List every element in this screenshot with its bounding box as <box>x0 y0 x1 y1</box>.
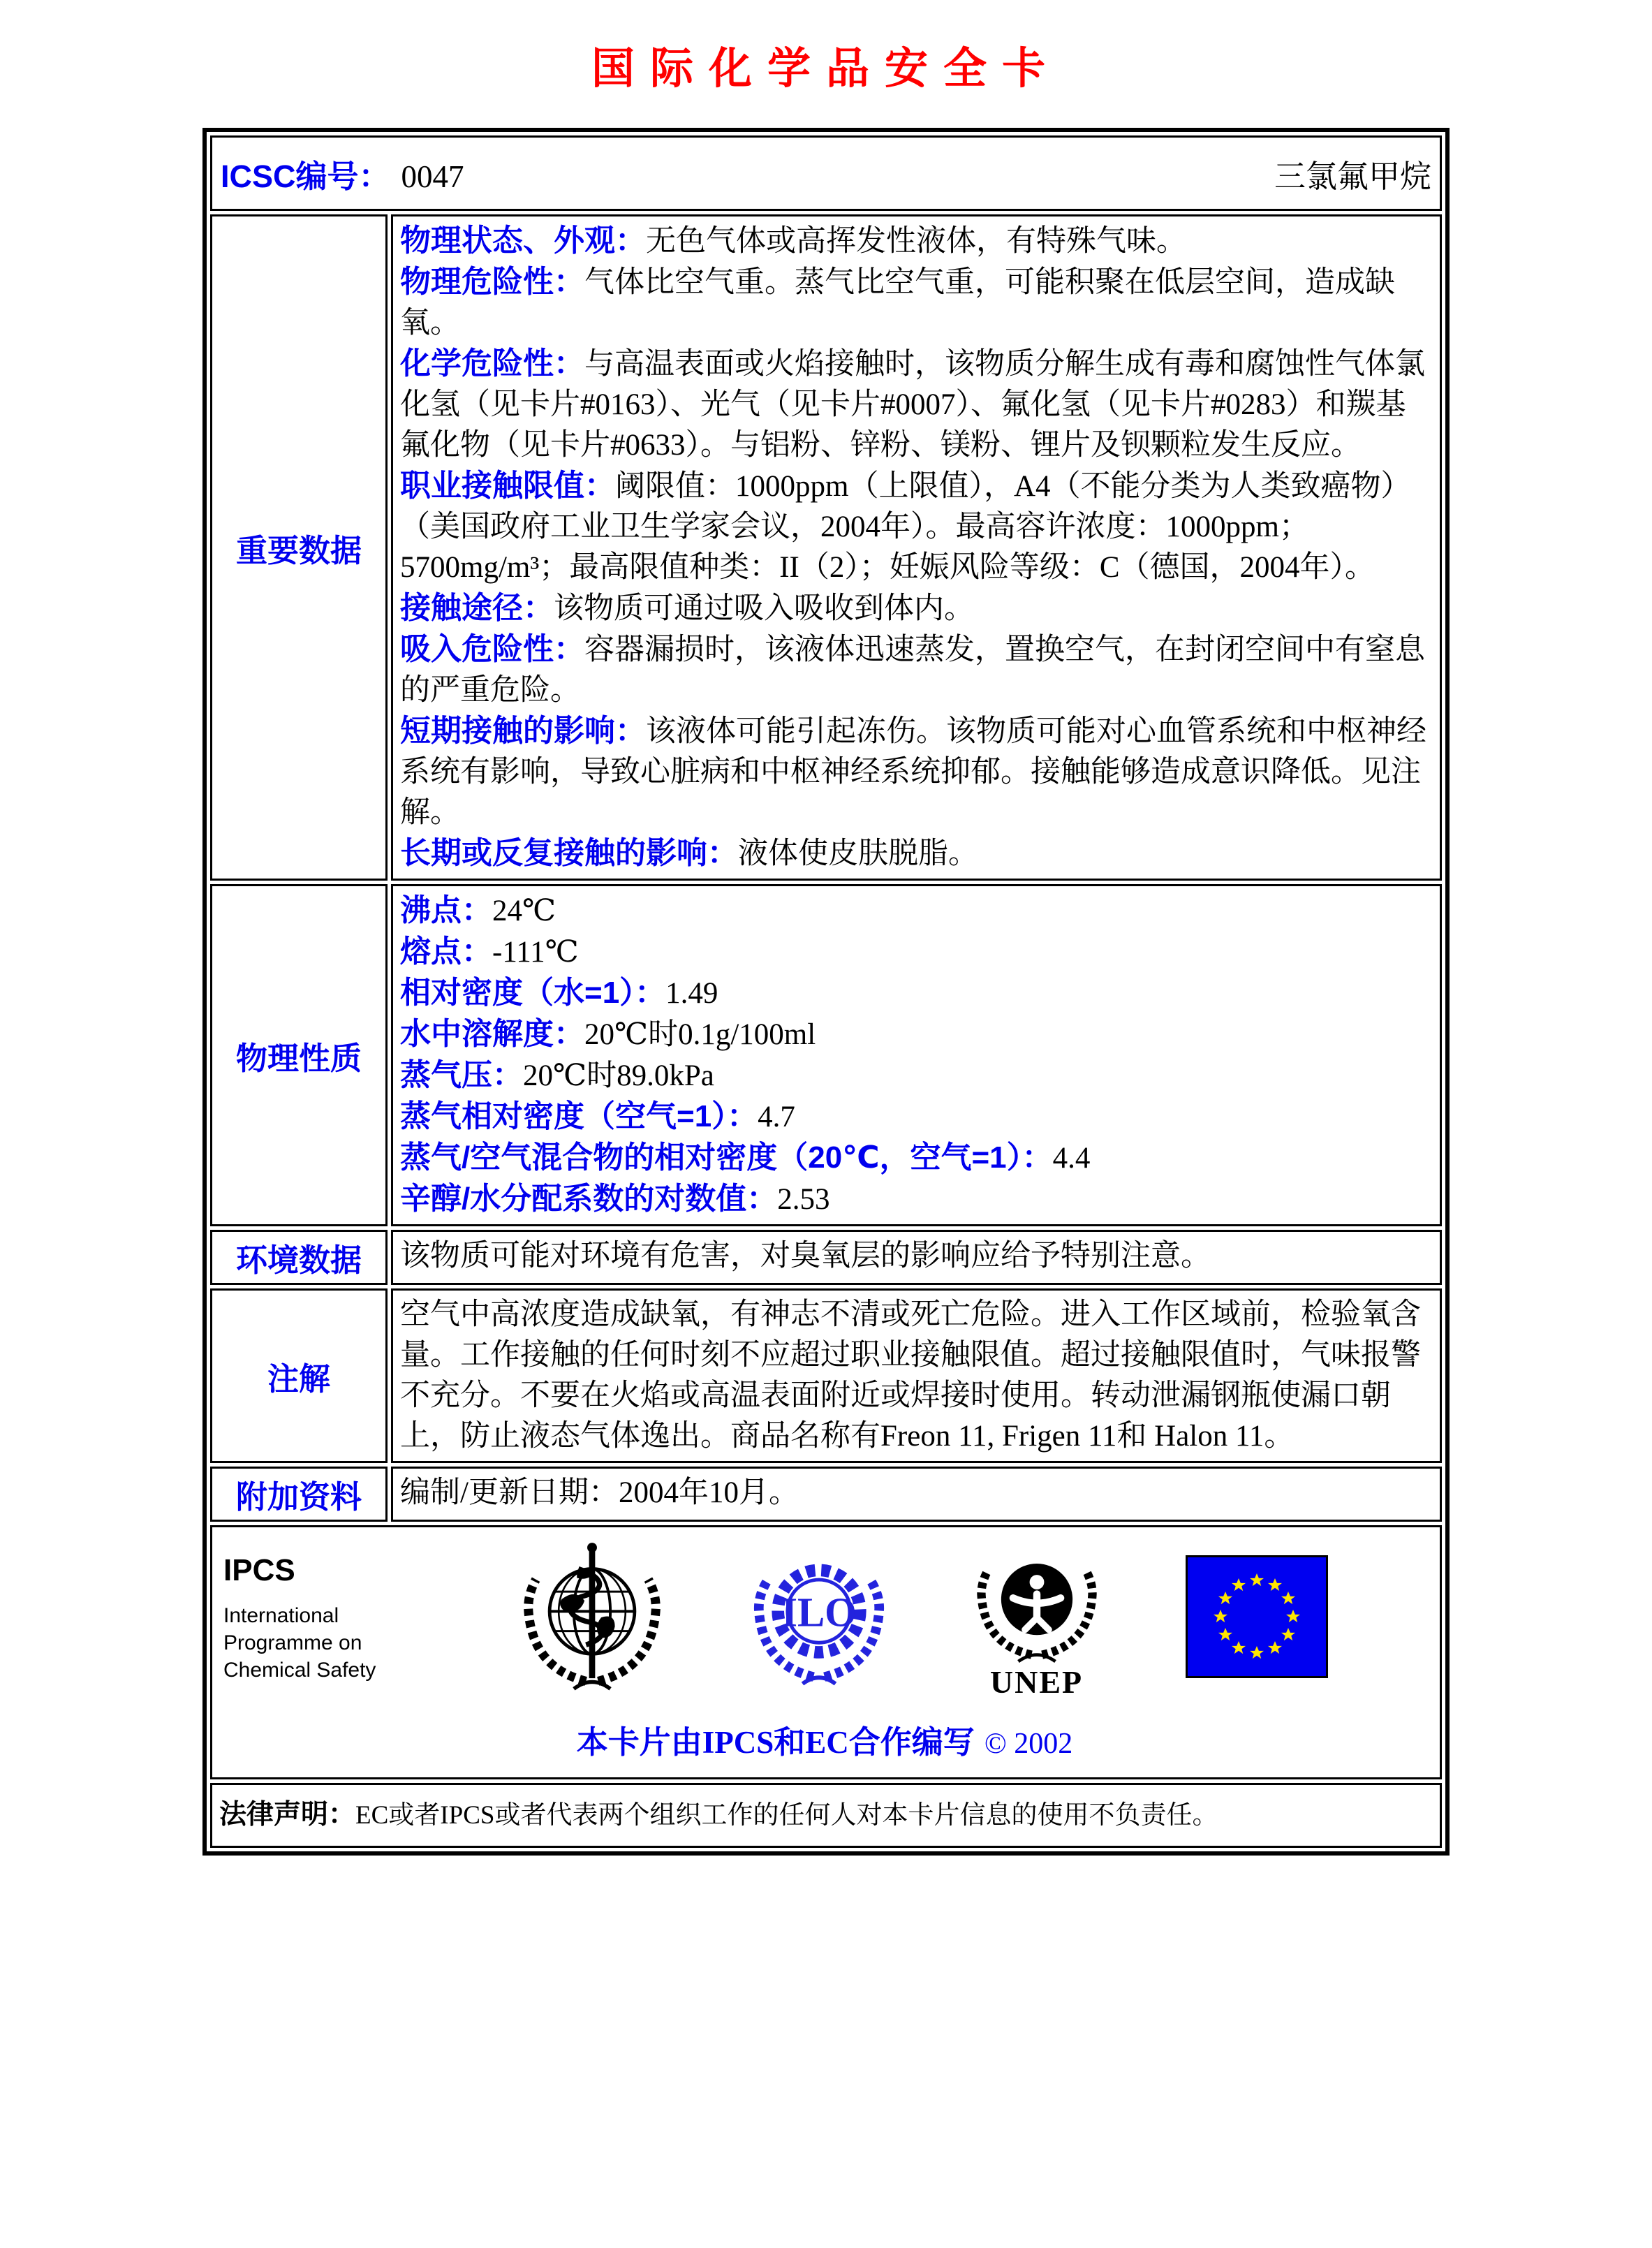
field-text: 容器漏损时，该液体迅速蒸发，置换空气，在封闭空间中有窒息的严重危险。 <box>400 633 1425 707</box>
field-label: 化学危险性： <box>400 346 584 381</box>
field-label: 职业接触限值： <box>400 469 615 503</box>
unep-logo-caption: UNEP <box>989 1664 1084 1700</box>
ilo-logo-icon <box>751 1543 887 1694</box>
important-data-content <box>391 214 1442 881</box>
field-label: 水中溶解度： <box>400 1017 584 1051</box>
field-text: 该液体可能引起冻伤。该物质可能对心血管系统和中枢神经系统有影响，导致心脏病和中枢神经系统抑郁。接触能够造成意识降低。见注解。 <box>400 715 1426 829</box>
field-vapor-pressure <box>400 1055 1433 1096</box>
ipcs-text-block <box>223 1553 433 1684</box>
field-boiling-point <box>400 890 1433 932</box>
field-label: 接触途径： <box>400 591 554 625</box>
field-text: 2.53 <box>777 1183 830 1216</box>
field-text: 气体比空气重。蒸气比空气重，可能积聚在低层空间，造成缺氧。 <box>400 266 1395 339</box>
field-label: 辛醇/水分配系数的对数值： <box>400 1182 778 1216</box>
footer-row <box>210 1525 1442 1779</box>
section-label-additional-info: 附加资料 <box>210 1467 388 1522</box>
header-row <box>210 135 1442 211</box>
field-water-solubility <box>400 1014 1433 1055</box>
additional-info-content <box>391 1467 1442 1522</box>
field-label: 相对密度（水=1）： <box>400 976 666 1010</box>
ilo-logo-text: ILO <box>781 1589 857 1636</box>
notes-text: 空气中高浓度造成缺氧，有神志不清或死亡危险。进入工作区域前，检验氧含量。工作接触的任何时刻不应超过职业接触限值。超过接触限值时，气味报警不充分。不要在火焰或高温表面附近或焊接时使用。转动泄漏钢瓶使漏口朝上，防止液态气体逸出。商品名称有Freon 11, Frigen 11和 Halon 11。 <box>400 1298 1421 1453</box>
field-text: 20℃时89.0kPa <box>523 1059 714 1092</box>
page-title: 国际化学品安全卡 <box>591 45 1061 93</box>
additional-info-row <box>210 1467 1442 1522</box>
icsc-number-label: ICSC编号： <box>221 158 390 194</box>
footer-cell <box>210 1525 1442 1779</box>
who-logo-icon <box>516 1538 668 1698</box>
field-label: 物理危险性： <box>400 265 584 299</box>
field-text: 20℃时0.1g/100ml <box>584 1018 816 1051</box>
ipcs-subtitle-line: Chemical Safety <box>223 1659 376 1682</box>
environmental-data-content <box>391 1230 1442 1285</box>
legal-text: EC或者IPCS或者代表两个组织工作的任何人对本卡片信息的使用不负责任。 <box>355 1801 1218 1830</box>
physical-properties-content <box>391 884 1442 1226</box>
field-text: 无色气体或高挥发性液体，有特殊气味。 <box>646 225 1186 258</box>
field-text: 该物质可通过吸入吸收到体内。 <box>554 592 974 625</box>
unep-logo-icon <box>971 1538 1103 1698</box>
section-label-environmental-data: 环境数据 <box>210 1230 388 1285</box>
field-label: 蒸气/空气混合物的相对密度（20℃，空气=1）： <box>400 1140 1053 1175</box>
section-label-important-data: 重要数据 <box>210 214 388 881</box>
field-text: 与高温表面或火焰接触时，该物质分解生成有毒和腐蚀性气体氯化氢（见卡片#0163）、光气（见卡片#0007）、氟化氢（见卡片#0283）和羰基氟化物（见卡片#0633）。与铝粉、锌粉、镁粉、锂片及钡颗粒发生反应。 <box>400 348 1425 462</box>
environmental-data-row <box>210 1230 1442 1285</box>
field-vapor-relative-density <box>400 1096 1433 1138</box>
additional-info-text: 编制/更新日期：2004年10月。 <box>400 1476 799 1509</box>
copyright-text: © 2002 <box>984 1728 1073 1760</box>
notes-row <box>210 1288 1442 1463</box>
field-melting-point <box>400 932 1433 973</box>
ipcs-subtitle-line: Programme on <box>223 1631 362 1654</box>
field-label: 蒸气压： <box>400 1058 523 1092</box>
field-label: 熔点： <box>400 934 492 969</box>
credit-line <box>223 1717 1426 1762</box>
physical-properties-row <box>210 884 1442 1226</box>
field-label: 长期或反复接触的影响： <box>400 836 738 870</box>
legal-row <box>210 1783 1442 1848</box>
eu-flag-icon <box>1186 1555 1328 1682</box>
legal-cell <box>210 1783 1442 1848</box>
section-label-notes: 注解 <box>210 1288 388 1463</box>
field-text: 1.49 <box>665 977 718 1010</box>
field-relative-density <box>400 973 1433 1014</box>
field-label: 蒸气相对密度（空气=1）： <box>400 1099 758 1133</box>
important-data-row <box>210 214 1442 881</box>
environmental-data-text: 该物质可能对环境有危害，对臭氧层的影响应给予特别注意。 <box>400 1240 1211 1272</box>
icsc-number-value: 0047 <box>401 159 464 194</box>
ipcs-title: IPCS <box>223 1553 295 1587</box>
field-text: 24℃ <box>492 895 556 927</box>
notes-content <box>391 1288 1442 1463</box>
field-text: 液体使皮肤脱脂。 <box>738 837 978 870</box>
field-text: 4.4 <box>1052 1142 1091 1175</box>
chemical-name: 三氯氟甲烷 <box>1274 159 1431 194</box>
field-label: 吸入危险性： <box>400 632 584 666</box>
field-label: 物理状态、外观： <box>400 223 646 258</box>
field-text: -111℃ <box>492 936 579 969</box>
credit-text: 本卡片由IPCS和EC合作编写 <box>576 1725 975 1760</box>
legal-label: 法律声明： <box>219 1800 356 1830</box>
field-octanol-water-coefficient <box>400 1179 1433 1220</box>
field-text: 4.7 <box>758 1101 795 1133</box>
icsc-number-group <box>221 151 464 196</box>
header-cell <box>210 135 1442 211</box>
field-label: 沸点： <box>400 893 492 927</box>
ipcs-subtitle-line: International <box>223 1604 339 1627</box>
icsc-card-table <box>202 128 1450 1856</box>
section-label-physical-properties: 物理性质 <box>210 884 388 1226</box>
field-physical-state <box>400 225 1426 870</box>
field-vapor-air-mixture-density <box>400 1138 1433 1179</box>
field-text: 阈限值：1000ppm（上限值），A4（不能分类为人类致癌物）（美国政府工业卫生学家会议，2004年）。最高容许浓度：1000ppm；5700mg/m³；最高限值种类：II（2）；妊娠风险等级：C（德国，2004年）。 <box>400 470 1411 584</box>
field-label: 短期接触的影响： <box>400 714 646 748</box>
